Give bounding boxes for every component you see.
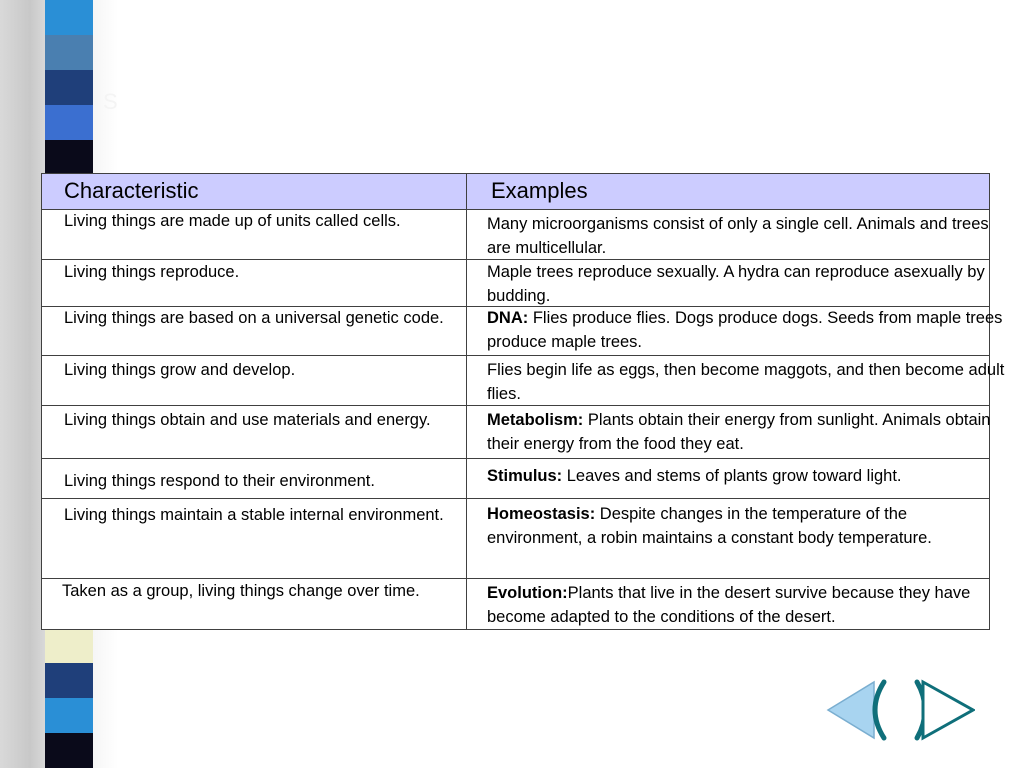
example-label: Stimulus: [487,467,563,485]
characteristic-cell: Taken as a group, living things change over time. [62,582,420,600]
example-label: Homeostasis: [487,505,596,523]
example-text: Despite changes in the temperature of the environment, a robin maintains a constant body temperature. [487,505,932,547]
characteristic-cell: Living things are made up of units called cells. [64,212,401,230]
example-label: DNA: [487,309,529,327]
example-text: Flies produce flies. Dogs produce dogs. Seeds from maple trees produce maple trees. [487,309,1003,351]
stripe-block [45,733,93,768]
stripe-block [45,105,93,140]
example-cell [487,409,1007,456]
characteristic-cell: Living things obtain and use materials and energy. [64,411,431,429]
example-cell [487,213,1007,260]
example-text: Plants that live in the desert survive because they have become adapted to the conditions of the desert. [487,584,971,626]
header-characteristic: Characteristic [64,178,199,203]
characteristics-table [41,173,1005,630]
characteristic-cell: Living things maintain a stable internal environment. [64,506,444,524]
table-header-row [42,174,989,209]
example-cell [487,582,1007,629]
stripe-block [45,70,93,105]
table-row [42,405,989,458]
example-text: Plants obtain their energy from sunlight. Animals obtain their energy from the food they eat. [487,411,991,453]
table-row [42,498,989,578]
stripe-block [45,35,93,70]
example-cell [487,503,1007,550]
table-row [42,259,989,306]
next-slide-button[interactable] [909,676,975,744]
stripe-block [45,663,93,698]
example-label: Metabolism: [487,411,584,429]
stripe-block [45,698,93,733]
example-text: Leaves and stems of plants grow toward light. [562,467,902,485]
table-row [42,578,989,631]
right-arrow-icon [909,676,975,744]
example-text: Maple trees reproduce sexually. A hydra can reproduce asexually by budding. [487,263,985,305]
header-examples: Examples [491,178,588,203]
characteristic-cell: Living things reproduce. [64,263,240,281]
stripe-block [45,140,93,175]
example-text: Flies begin life as eggs, then become maggots, and then become adult flies. [487,361,1005,403]
previous-slide-button[interactable] [826,676,892,744]
example-text: Many microorganisms consist of only a single cell. Animals and trees are multicellular. [487,215,989,257]
characteristic-cell: Living things grow and develop. [64,361,296,379]
characteristic-cell: Living things respond to their environment. [64,472,375,490]
stripe-block [45,628,93,663]
example-cell [487,261,1007,308]
column-divider [466,174,467,629]
table-row [42,458,989,498]
characteristic-cell: Living things are based on a universal genetic code. [64,309,444,327]
example-cell [487,359,1007,406]
table-row [42,355,1005,405]
table-row [42,306,1003,355]
left-arrow-icon [826,676,892,744]
stripe-block [45,0,93,35]
table-row [42,209,989,259]
example-label: Evolution: [487,584,568,602]
example-cell [487,465,1007,489]
example-cell [487,307,1007,354]
slide-title: S [103,89,118,114]
